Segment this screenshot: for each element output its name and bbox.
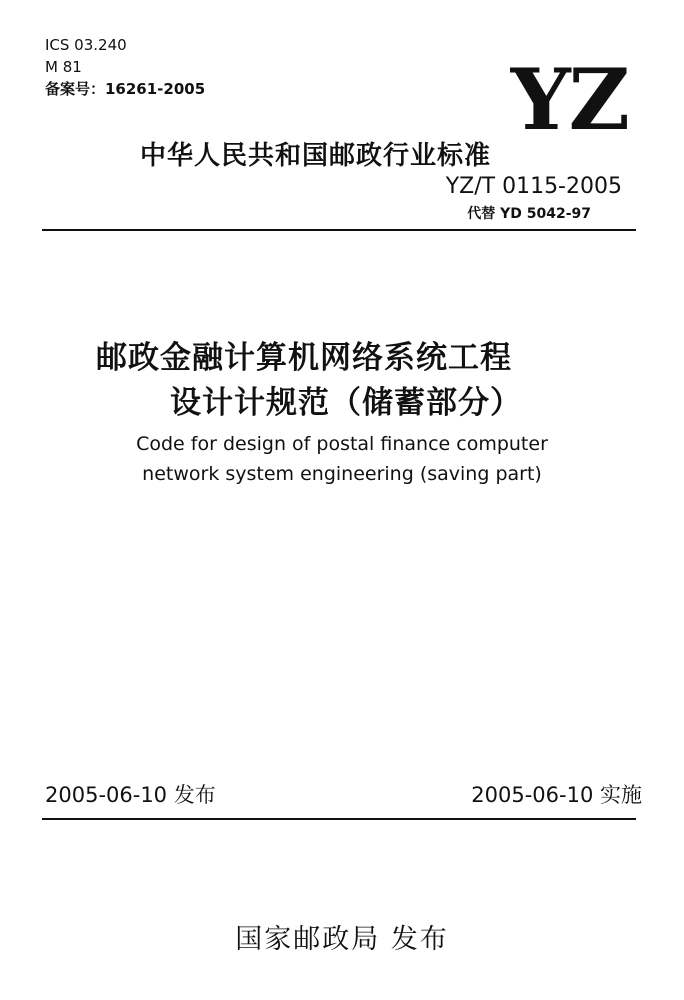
standard-category: 中华人民共和国邮政行业标准 [140, 141, 492, 171]
title-chinese-line-1: 邮政金融计算机网络系统工程 [96, 340, 512, 376]
ics-code: ICS 03.240 [45, 36, 127, 54]
replaces-standard: 代替 YD 5042-97 [467, 206, 591, 222]
standard-number: YZ/T 0115-2005 [445, 174, 622, 199]
title-english-line-2: network system engineering (saving part) [142, 463, 542, 485]
classification-code: M 81 [45, 58, 82, 76]
record-number: 备案号：16261-2005 [45, 80, 206, 98]
bottom-divider [42, 818, 636, 820]
yz-logo: YZ [510, 50, 628, 149]
title-chinese-line-2: 设计计规范（储蓄部分） [170, 385, 522, 421]
implementation-date: 2005-06-10 实施 [471, 783, 642, 807]
top-divider [42, 229, 636, 231]
publisher: 国家邮政局 发布 [235, 924, 449, 955]
issue-date: 2005-06-10 发布 [45, 783, 216, 807]
title-english-line-1: Code for design of postal finance computer [136, 433, 548, 455]
